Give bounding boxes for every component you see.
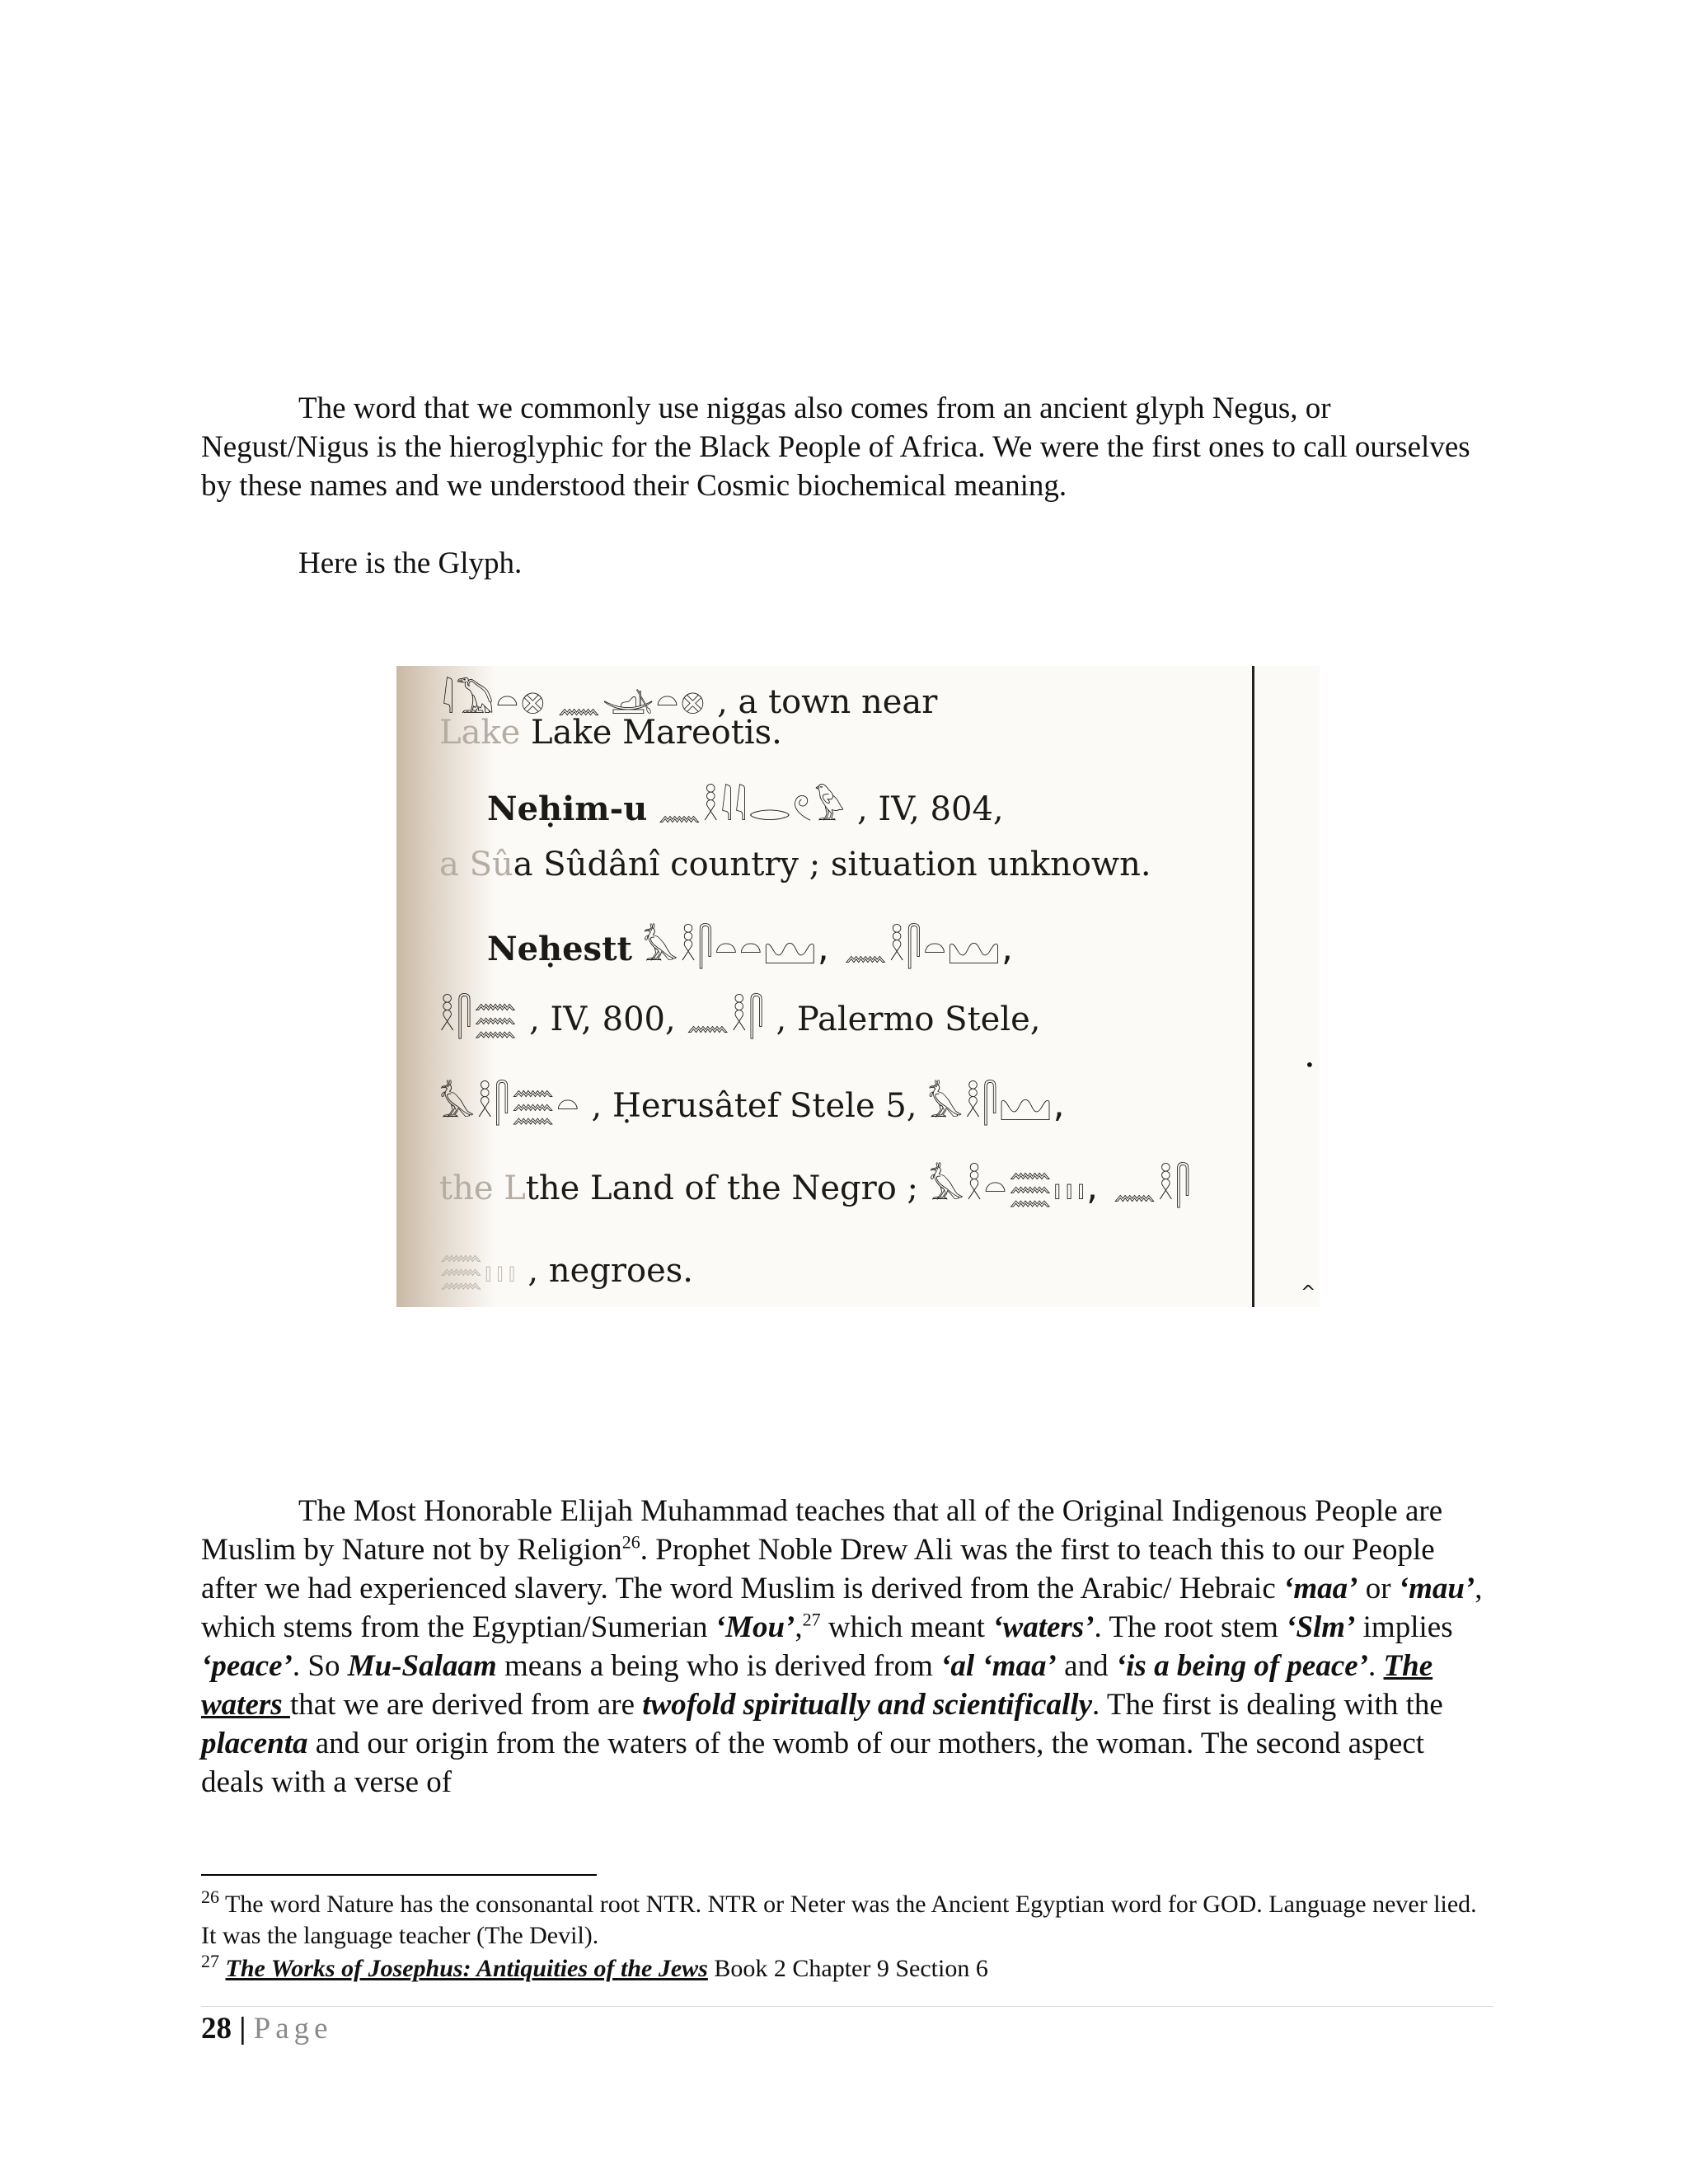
column-rule [1252, 666, 1254, 1307]
hieroglyph-icon: 𓅘𓎛𓋴𓈗𓏏 [439, 1084, 581, 1126]
footnote-ref-26[interactable]: 26 [621, 1531, 640, 1553]
headword: Neḥim-u [487, 790, 648, 828]
page-label: Page [253, 2012, 333, 2046]
hieroglyph-dictionary-scan [396, 666, 1320, 1307]
hieroglyph-icon: 𓅘𓎛𓏏𓈗𓏥, 𓈖𓎛𓋴 [928, 1166, 1193, 1208]
scan-line: 𓇋𓅐𓏏𓊖 𓈖𓊛𓏏𓊖 , a town near [442, 680, 938, 722]
scan-line: 𓎛𓋴𓈗 , IV, 800, 𓈖𓎛𓋴 , Palermo Stele, [439, 997, 1041, 1039]
page-footer: 28 | Page [201, 2012, 333, 2046]
hieroglyph-icon: 𓅘𓎛𓋴𓏏𓏏𓈉, 𓈖𓎛𓋴𓏏𓈉, [642, 927, 1015, 969]
footnote-27: $^{27}$ The Works of Josephus: Antiquities of the Jews Book 2 Chapter 9 Section 6 [201, 1951, 988, 1982]
footer-divider [201, 2006, 1493, 2007]
scan-line: a Sûa Sûdânî country ; situation unknown. [439, 846, 1151, 883]
scan-line: the Lthe Land of the Negro ; 𓅘𓎛𓏏𓈗𓏥, 𓈖𓎛𓋴 [439, 1166, 1193, 1208]
scan-line [487, 913, 1015, 972]
citation-title: The Works of Josephus: Antiquities of the Jews [225, 1955, 708, 1982]
footnote-ref-27[interactable]: 27 [802, 1609, 821, 1630]
scan-mark: • [1305, 1055, 1315, 1075]
footnote-separator [201, 1874, 597, 1876]
hieroglyph-icon: 𓅘𓎛𓋴𓈉, [927, 1084, 1067, 1126]
paragraph-negus: The word that we commonly use niggas also comes from an ancient glyph Negus, or Negust/Nigus is the hieroglyphic for the Black People of Africa. We were the first ones to call ourselves by these names and we understood their Cosmic biochemical meaning. [201, 391, 1470, 503]
hieroglyph-icon: 𓈖𓊛𓏏𓊖 [556, 680, 707, 722]
paragraph-glyph-intro: Here is the Glyph. [298, 546, 523, 580]
hieroglyph-icon: 𓇋𓅐𓏏𓊖 [442, 680, 547, 722]
hieroglyph-icon: 𓈖𓎛𓇋𓇋𓂋𓏲𓅱 [658, 787, 847, 829]
scan-line: Neḥim-u 𓈖𓎛𓇋𓇋𓂋𓏲𓅱 , IV, 804, [487, 787, 1004, 829]
scan-line: Lake Lake Mareotis. [439, 714, 782, 752]
hieroglyph-icon: 𓈗𓏥 [439, 1249, 518, 1291]
scan-line: 𓅘𓎛𓋴𓈗𓏏 , Ḥerusâtef Stele 5, 𓅘𓎛𓋴𓈉, [439, 1084, 1067, 1126]
hieroglyph-icon: 𓎛𓋴𓈗 [439, 997, 519, 1039]
scan-caret: ^ [1301, 1282, 1316, 1303]
scan-line: 𓈗𓏥 , negroes. [439, 1249, 693, 1291]
page-number: 28 [201, 2012, 232, 2046]
headword: Neḥestt [487, 930, 633, 968]
footnote-26: $^{26}$ The word Nature has the consonantal root NTR. NTR or Neter was the Ancient Egyptian word for GOD. Language never lied. It was the language teacher (The Devil). [201, 1886, 1477, 1949]
hieroglyph-icon: 𓈖𓎛𓋴 [686, 997, 766, 1039]
paragraph-muslim-by-nature: The Most Honorable Elijah Muhammad teaches that all of the Original Indigenous People are Muslim by Nature not by Religion$^{26}$. Prophet Noble Drew Ali was the first to teach this to our People after we had experienced slavery. The word Muslim is derived from the Arabic/ Hebraic ‘maa’ or ‘mau’, which stems from the Egyptian/Sumerian ‘Mou’,$^{27}$ which meant ‘waters’. The root stem ‘Slm’ implies ‘peace’. So Mu-Salaam means a being who is derived from ‘al ‘maa’ and ‘is a being of peace’. The waters that we are derived from are twofold spiritually and scientifically. The first is dealing with the placenta and our origin from the waters of the womb of our mothers, the woman. The second aspect deals with a verse of [201, 1494, 1483, 1799]
